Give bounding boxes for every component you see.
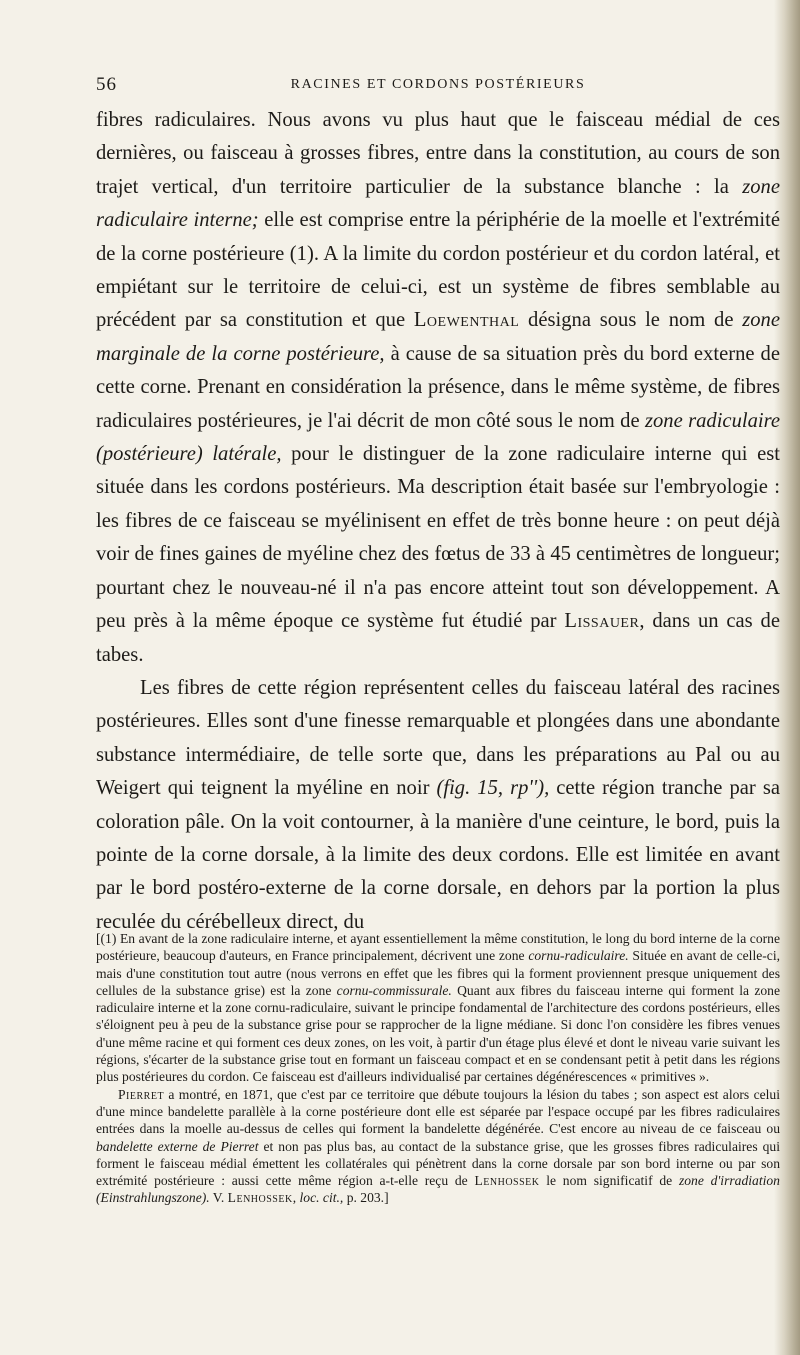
text-run: , bbox=[292, 1190, 300, 1206]
text-run: Quant aux fibres du faisceau interne qui forment la zone radiculaire interne et la zone cornu-radiculaire, suivant le principe fondamental de l'architecture des cordons postérieurs, elles s'éloignent peu à peu de la substance grise pour se rapprocher de la ligne médiane. Si donc l'on considère les fibres venues d'une même racine et qui forment ces deux zones, on les voit, à partir d'un étage plus élevé et dont le niveau varie suivant les régions, s'écarter de la substance grise tout en formant un faisceau compact et en se condensant petit à petit dans les régions plus postérieures du cordon. Ce faisceau est d'ailleurs individualisé par certaines dégénérescences « primitives ». bbox=[96, 982, 780, 1085]
text-run: et non pas plus bas, au contact de la substance grise, que les grosses fibres radiculaires qui forment le faisceau médial émettent les collatérales qui pénètrent dans la corne dorsale par son bord interne ou par son extrémité postérieure : aussi cette même région a-t-elle reçu de bbox=[96, 1138, 780, 1189]
body-text bbox=[96, 104, 780, 939]
italic-term: zone marginale de la corne postérieure, bbox=[96, 309, 780, 365]
text-run: V. bbox=[209, 1190, 228, 1206]
text-run: elle est comprise entre la périphérie de la moelle et l'extrémité de la corne postérieure (1). A la limite du cordon postérieur et du cordon latéral, et empiétant sur le territoire de celui-ci, est un système de fibres semblable au précédent par sa constitution et que bbox=[96, 209, 780, 332]
author-name: Pierret bbox=[118, 1086, 165, 1102]
citation: loc. cit., bbox=[299, 1190, 344, 1206]
italic-term: (Einstrahlungszone). bbox=[96, 1190, 210, 1206]
text-run: , dans un cas de tabes. bbox=[96, 610, 780, 666]
page-number: 56 bbox=[96, 74, 117, 95]
italic-term: bandelette externe de Pierret bbox=[96, 1138, 259, 1154]
text-run: à cause de sa situation près du bord externe de cette corne. Prenant en considération la présence, dans le même système, de fibres radiculaires postérieures, je l'ai décrit de mon côté sous le nom de bbox=[96, 342, 780, 432]
paragraph-2 bbox=[96, 672, 780, 939]
italic-term: cornu-commissurale. bbox=[336, 982, 452, 998]
italic-term: cornu-radiculaire. bbox=[528, 948, 629, 964]
text-run: pour le distinguer de la zone radiculaire interne qui est située dans les cordons postérieurs. Ma description était basée sur l'embryologie : les fibres de ce faisceau se myélinisent en effet de très bonne heure : on peut déjà voir de fines gaines de myéline chez des fœtus de 33 à 45 centimètres de longueur; pourtant chez le nouveau-né il n'a pas encore atteint tout son développement. A peu près à la même époque ce système fut étudié par bbox=[96, 443, 780, 633]
author-name: Loewenthal bbox=[413, 309, 520, 332]
footnote-1-continuation bbox=[96, 1086, 780, 1207]
author-name: Lissauer bbox=[564, 610, 640, 633]
text-run: désigna sous le nom de bbox=[519, 309, 743, 332]
text-run: Située en avant de celle-ci, mais d'une constitution tout autre (nous verrons en effet que les fibres qui la forment proviennent presque uniquement des cellules de la substance grise) est la zone bbox=[96, 948, 780, 998]
running-head: RACINES ET CORDONS POSTÉRIEURS bbox=[290, 77, 586, 92]
text-run: a montré, en 1871, que c'est par ce territoire que débute toujours la lésion du tabes ; son aspect est alors celui d'une mince bandelette parallèle à la corne postérieure dont elle est séparée par l'espace occupé par les fibres radiculaires entrées dans la moelle au-dessus de celles qui forment la bandelette dégénérée. C'est encore au niveau de ce faisceau ou bbox=[96, 1086, 780, 1137]
italic-term: zone d'irradiation bbox=[678, 1173, 780, 1189]
page-header bbox=[96, 74, 780, 98]
text-run: p. 203.] bbox=[343, 1190, 389, 1206]
author-name: Lenhossek bbox=[227, 1190, 293, 1206]
paragraph-1 bbox=[96, 104, 780, 672]
italic-term: zone radiculaire (postérieure) latérale, bbox=[96, 409, 780, 466]
text-run: fibres radiculaires. Nous avons vu plus haut que le faisceau médial de ces dernières, ou faisceau à grosses fibres, entre dans la constitution, au cours de son trajet vertical, d'un territoire particulier de la substance blanche : la bbox=[96, 109, 780, 198]
text-run: le nom significatif de bbox=[539, 1173, 679, 1189]
figure-reference: (fig. 15, rp''), bbox=[436, 777, 550, 800]
text-run: Les fibres de cette région représentent celles du faisceau latéral des racines postérieures. Elles sont d'une finesse remarquable et plongées dans une abondante substance intermédiaire, de telle sorte que, dans les préparations au Pal ou au Weigert qui teignent la myéline en noir bbox=[96, 676, 780, 800]
author-name: Lenhossek bbox=[474, 1173, 540, 1189]
text-run: [(1) En avant de la zone radiculaire interne, et ayant essentiellement la même constitution, le long du bord interne de la corne postérieure, beaucoup d'auteurs, en France principalement, décrivent une zone bbox=[96, 931, 780, 964]
footnotes bbox=[96, 930, 780, 1207]
italic-term: zone radiculaire interne; bbox=[96, 175, 780, 232]
footnote-1 bbox=[96, 930, 780, 1086]
text-run: cette région tranche par sa coloration pâle. On la voit contourner, à la manière d'une ceinture, le bord, puis la pointe de la corne dorsale, à la limite des deux cordons. Elle est limitée en avant par le bord postéro-externe de la corne dorsale, en dehors par la portion la plus reculée du cérébelleux direct, du bbox=[96, 777, 780, 933]
